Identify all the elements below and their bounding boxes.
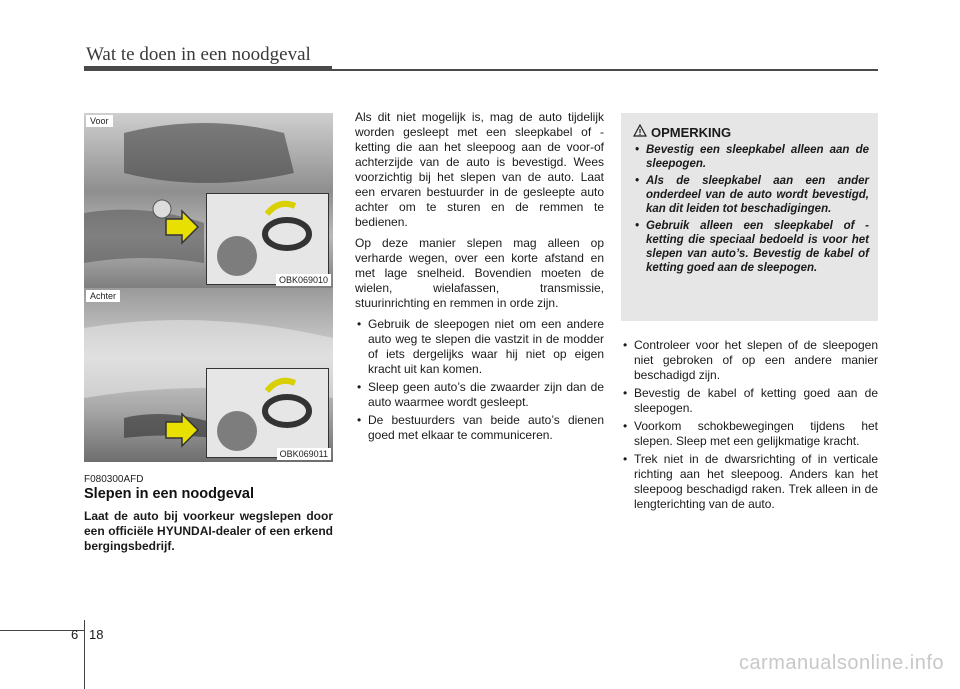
chapter-number: 6 <box>71 627 79 642</box>
list-item: • Als de sleepkabel aan een ander onderdeel van de auto wordt bevestigd, kan dit leiden tot beschadigingen. <box>633 174 869 216</box>
rear-tow-eye-detail-icon <box>207 369 328 457</box>
list-item: • Sleep geen auto’s die zwaarder zijn dan de auto waarmee wordt gesleept. <box>355 380 604 410</box>
list-item: • Bevestig de kabel of ketting goed aan de sleepogen. <box>621 386 878 416</box>
tow-eye-detail-icon <box>207 194 328 284</box>
middle-column <box>355 110 604 446</box>
warning-triangle-icon <box>633 124 651 140</box>
note-list <box>633 143 869 278</box>
figure-code-rear: OBK069011 <box>277 448 331 460</box>
paragraph: Op deze manier slepen mag alleen op verharde wegen, over een korte afstand en met lage snelheid. Bovendien moeten de wielen, wielafassen, transmissie, stuurinrichting en remmen in orde zijn. <box>355 236 604 310</box>
paragraph: Als dit niet mogelijk is, mag de auto tijdelijk worden gesleept met een sleepkabel of -ketting die aan het sleepoog aan de voor-of achterzijde van de auto is bevestigd. Wees voorzichtig bij het slepen van de auto. Laat een ervaren bestuurder in de gesleepte auto achter om te sturen en de remmen te bedienen. <box>355 110 604 229</box>
section-lead: Laat de auto bij voorkeur wegslepen door een officiële HYUNDAI-dealer of een erkend bergingsbedrijf. <box>84 509 333 553</box>
note-title: OPMERKING <box>651 125 732 140</box>
list-item: • Bevestig een sleepkabel alleen aan de sleepogen. <box>633 143 869 171</box>
page-header-title: Wat te doen in een noodgeval <box>86 44 311 65</box>
front-arrow-icon <box>162 209 202 245</box>
right-column <box>621 338 878 515</box>
footer-divider <box>84 620 85 689</box>
header-rule-thin <box>332 69 878 71</box>
rear-arrow-icon <box>162 412 202 448</box>
note-box <box>621 113 878 321</box>
list-item: • Trek niet in de dwarsrichting of in verticale richting aan het sleepoog. Anders kan het sleepoog beschadigd raken. Trek alleen in de lengterichting van de auto. <box>621 452 878 512</box>
note-heading <box>633 124 731 140</box>
front-inset-detail <box>206 193 329 285</box>
figure-label-rear: Achter <box>86 290 120 302</box>
list-item: • Gebruik alleen een sleepkabel of -ketting die speciaal bedoeld is voor het slepen van auto’s. Bevestig de kabel of ketting goed aan de sleepogen. <box>633 219 869 275</box>
rear-inset-detail <box>206 368 329 458</box>
header-rule-thick <box>84 66 332 71</box>
figure-code-front: OBK069010 <box>276 274 331 286</box>
caution-list <box>355 317 604 443</box>
section-title: Slepen in een noodgeval <box>84 486 255 502</box>
figure-label-front: Voor <box>86 115 113 127</box>
list-item: • Voorkom schokbewegingen tijdens het slepen. Sleep met een gelijkmatige kracht. <box>621 419 878 449</box>
page-number: 18 <box>89 627 104 642</box>
list-item: • Gebruik de sleepogen niet om een andere auto weg te slepen die vastzit in de modder of iets dergelijks waar hij niet op eigen kracht uit kan komen. <box>355 317 604 377</box>
list-item: • De bestuurders van beide auto’s dienen goed met elkaar te communiceren. <box>355 413 604 443</box>
front-tow-hook-figure <box>84 113 333 288</box>
list-item: • Controleer voor het slepen of de sleepogen niet gebroken of op een andere manier beschadigd zijn. <box>621 338 878 383</box>
section-code: F080300AFD <box>84 474 144 485</box>
towing-tips-list <box>621 338 878 512</box>
watermark-text: carmanualsonline.info <box>738 652 944 674</box>
rear-tow-hook-figure <box>84 288 333 462</box>
